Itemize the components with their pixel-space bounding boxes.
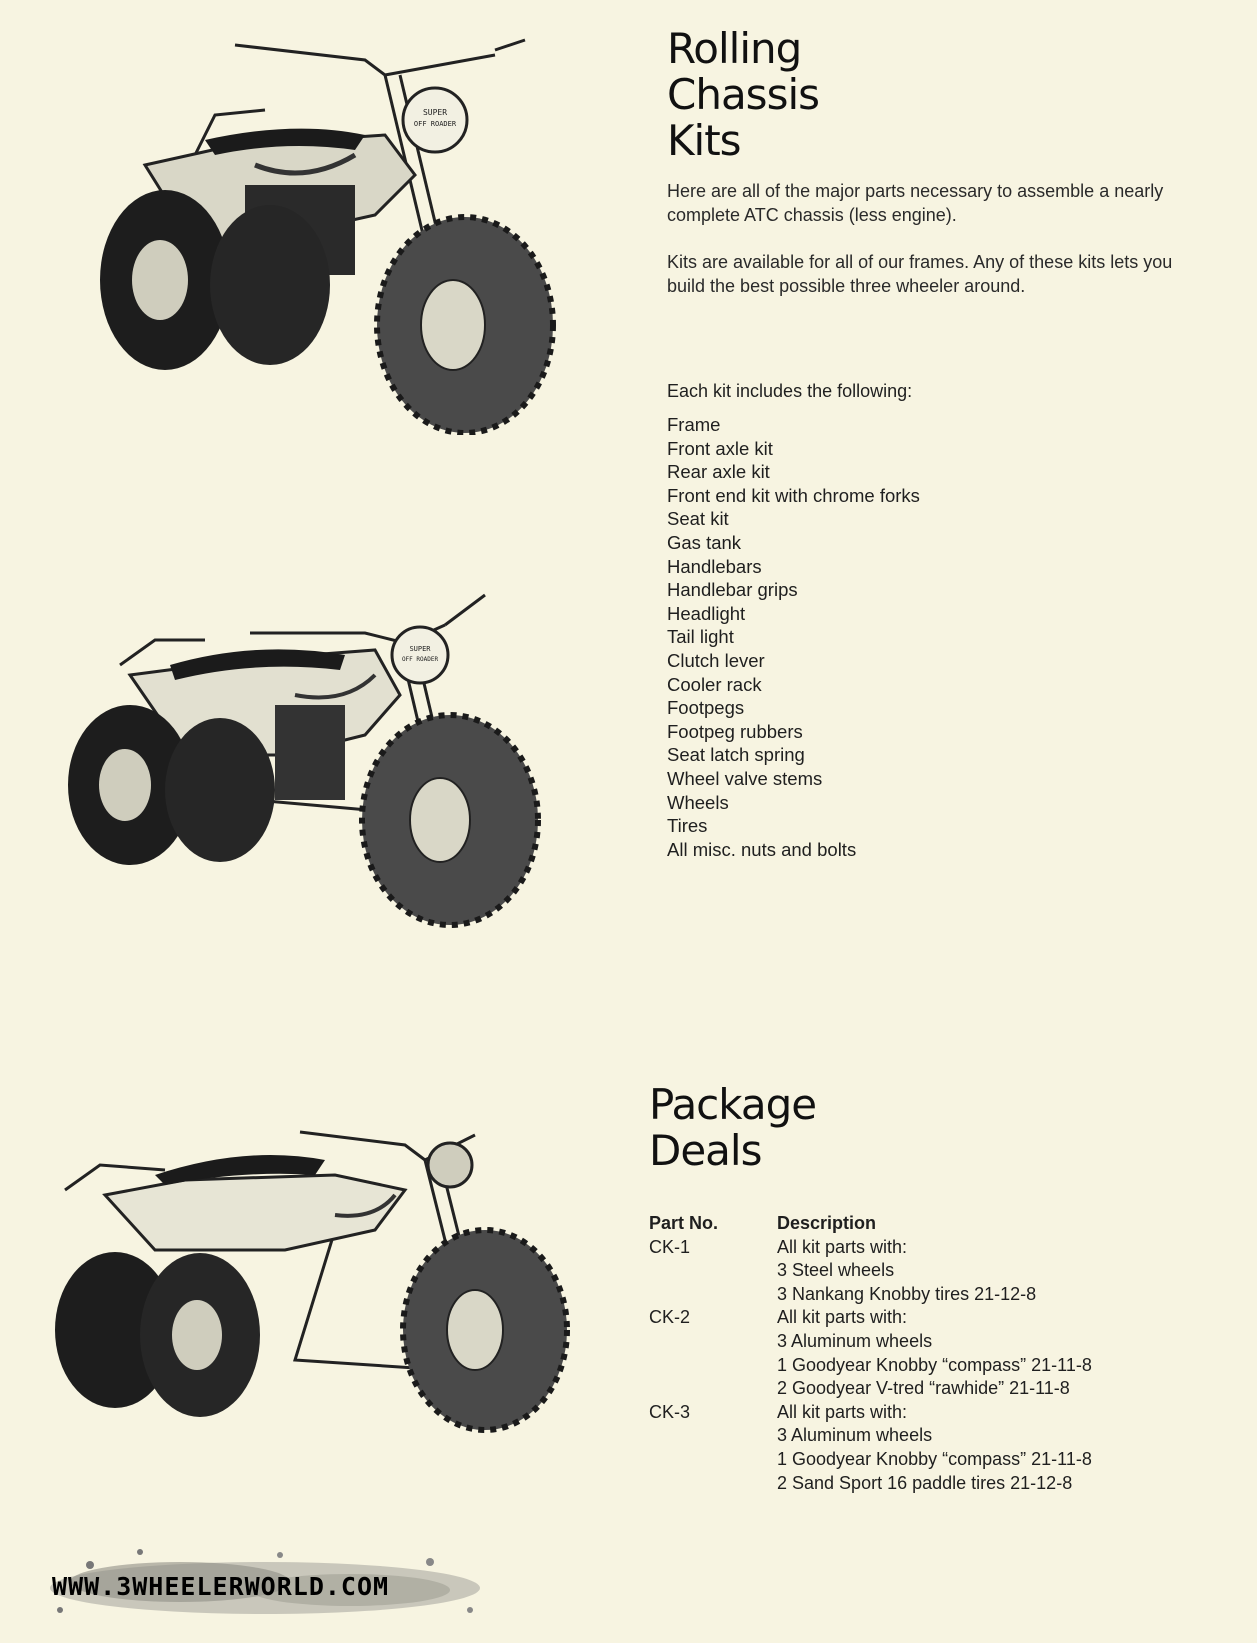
table-row — [649, 1306, 1197, 1400]
list-item: Tail light — [667, 626, 734, 648]
part-no: CK-3 — [649, 1401, 691, 1422]
intro-paragraph-2: Kits are available for all of our frames. Any of these kits lets you build the best possible three wheeler around. — [667, 252, 1173, 296]
kit-list-title: Each kit includes the following: — [667, 381, 913, 401]
description-line: 3 Steel wheels — [777, 1260, 895, 1281]
tank-decal-text-3: SUPER — [409, 645, 431, 653]
list-item: All misc. nuts and bolts — [667, 838, 857, 860]
package-table-header — [649, 1212, 1197, 1236]
heading-line-1: Package — [649, 1080, 817, 1129]
description-line: 3 Aluminum wheels — [777, 1425, 933, 1446]
description-line: All kit parts with: — [777, 1236, 908, 1257]
list-item: Rear axle kit — [667, 461, 770, 483]
heading-line-3: Kits — [667, 116, 741, 165]
table-row — [649, 1236, 1197, 1307]
website-watermark: WWW.3WHEELERWORLD.COM — [52, 1572, 390, 1601]
description — [777, 1401, 1197, 1495]
list-item: Tires — [667, 815, 708, 837]
heading-package-deals — [649, 1082, 816, 1174]
list-item: Seat latch spring — [667, 744, 805, 766]
heading-rolling-chassis-kits — [667, 26, 819, 164]
description-line: 1 Goodyear Knobby “compass” 21-11-8 — [777, 1448, 1092, 1469]
description-line: 3 Nankang Knobby tires 21-12-8 — [777, 1283, 1037, 1304]
list-item: Gas tank — [667, 531, 742, 553]
heading-line-1: Rolling — [667, 24, 802, 73]
description-line: 1 Goodyear Knobby “compass” 21-11-8 — [777, 1354, 1092, 1375]
tank-decal-text-1: SUPER — [422, 108, 448, 117]
table-row — [649, 1401, 1197, 1495]
list-item: Handlebar grips — [667, 579, 798, 601]
description-line: All kit parts with: — [777, 1307, 908, 1328]
description-line: 2 Goodyear V-tred “rawhide” 21-11-8 — [777, 1378, 1070, 1399]
description — [777, 1306, 1197, 1400]
part-no: CK-1 — [649, 1236, 691, 1257]
list-item: Headlight — [667, 602, 746, 624]
package-table — [649, 1212, 1197, 1495]
list-item: Wheel valve stems — [667, 767, 823, 789]
kit-items-list — [667, 413, 920, 861]
tank-decal-text-4: OFF ROADER — [401, 656, 439, 663]
intro-paragraph-1: Here are all of the major parts necessary to assemble a nearly complete ATC chassis (less engine). — [667, 181, 1164, 225]
tank-decal-text-2: OFF ROADER — [413, 120, 457, 128]
header-part-no: Part No. — [649, 1213, 719, 1233]
list-item: Cooler rack — [667, 673, 762, 695]
atc-photo-1 — [55, 35, 615, 435]
atc-photo-3 — [45, 1120, 585, 1460]
description-line: 3 Aluminum wheels — [777, 1330, 933, 1351]
atc-photo-2 — [45, 585, 585, 945]
list-item: Clutch lever — [667, 649, 765, 671]
list-item: Footpeg rubbers — [667, 720, 803, 742]
list-item: Frame — [667, 414, 721, 435]
description-line: All kit parts with: — [777, 1401, 908, 1422]
list-item: Footpegs — [667, 697, 745, 719]
heading-line-2: Deals — [649, 1126, 762, 1175]
list-item: Seat kit — [667, 508, 729, 530]
list-item: Handlebars — [667, 555, 762, 577]
heading-line-2: Chassis — [667, 70, 819, 119]
list-item: Front end kit with chrome forks — [667, 484, 920, 506]
description-line: 2 Sand Sport 16 paddle tires 21-12-8 — [777, 1472, 1073, 1493]
list-item: Wheels — [667, 791, 729, 813]
part-no: CK-2 — [649, 1307, 691, 1328]
header-description: Description — [777, 1213, 877, 1233]
description — [777, 1236, 1197, 1307]
list-item: Front axle kit — [667, 437, 773, 459]
